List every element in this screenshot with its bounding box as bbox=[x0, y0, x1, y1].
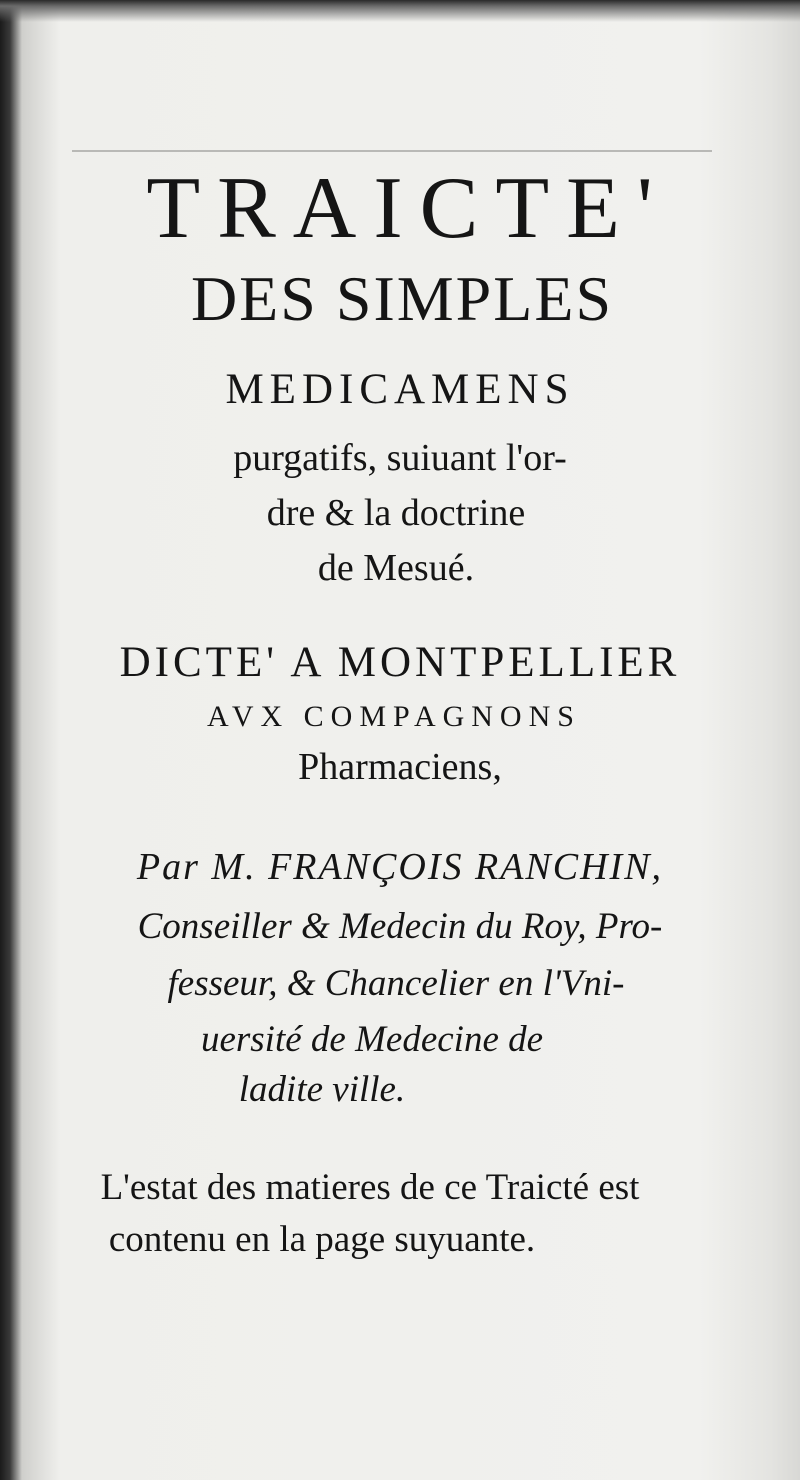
contents-note-line-1: L'estat des matieres de ce Traicté est bbox=[100, 1167, 640, 1208]
dictation-line-1: DICTE' A MONTPELLIER bbox=[119, 639, 681, 686]
author-line-2: Conseiller & Medecin du Roy, Pro- bbox=[137, 906, 663, 947]
page-top-shadow bbox=[0, 0, 800, 22]
author-line-5: ladite ville. bbox=[238, 1069, 406, 1110]
author-line-4: uersité de Medecine de bbox=[200, 1019, 544, 1060]
contents-note-line-2: contenu en la page suyuante. bbox=[108, 1219, 536, 1260]
dictation-line-3: Pharmaciens, bbox=[298, 746, 502, 788]
header-rule bbox=[72, 150, 712, 152]
title-line-1: TRAICTE' bbox=[146, 160, 670, 257]
subtitle-line-2: dre & la doctrine bbox=[266, 492, 526, 534]
subtitle-line-1: purgatifs, suiuant l'or- bbox=[233, 437, 567, 479]
title-line-3: MEDICAMENS bbox=[225, 366, 575, 413]
dictation-line-2: AVX COMPAGNONS bbox=[207, 700, 581, 733]
author-line-3: fesseur, & Chancelier en l'Vni- bbox=[167, 963, 625, 1004]
subtitle-line-3: de Mesué. bbox=[317, 547, 475, 589]
author-line-1: Par M. FRANÇOIS RANCHIN, bbox=[136, 846, 664, 888]
title-line-2: DES SIMPLES bbox=[190, 263, 614, 334]
